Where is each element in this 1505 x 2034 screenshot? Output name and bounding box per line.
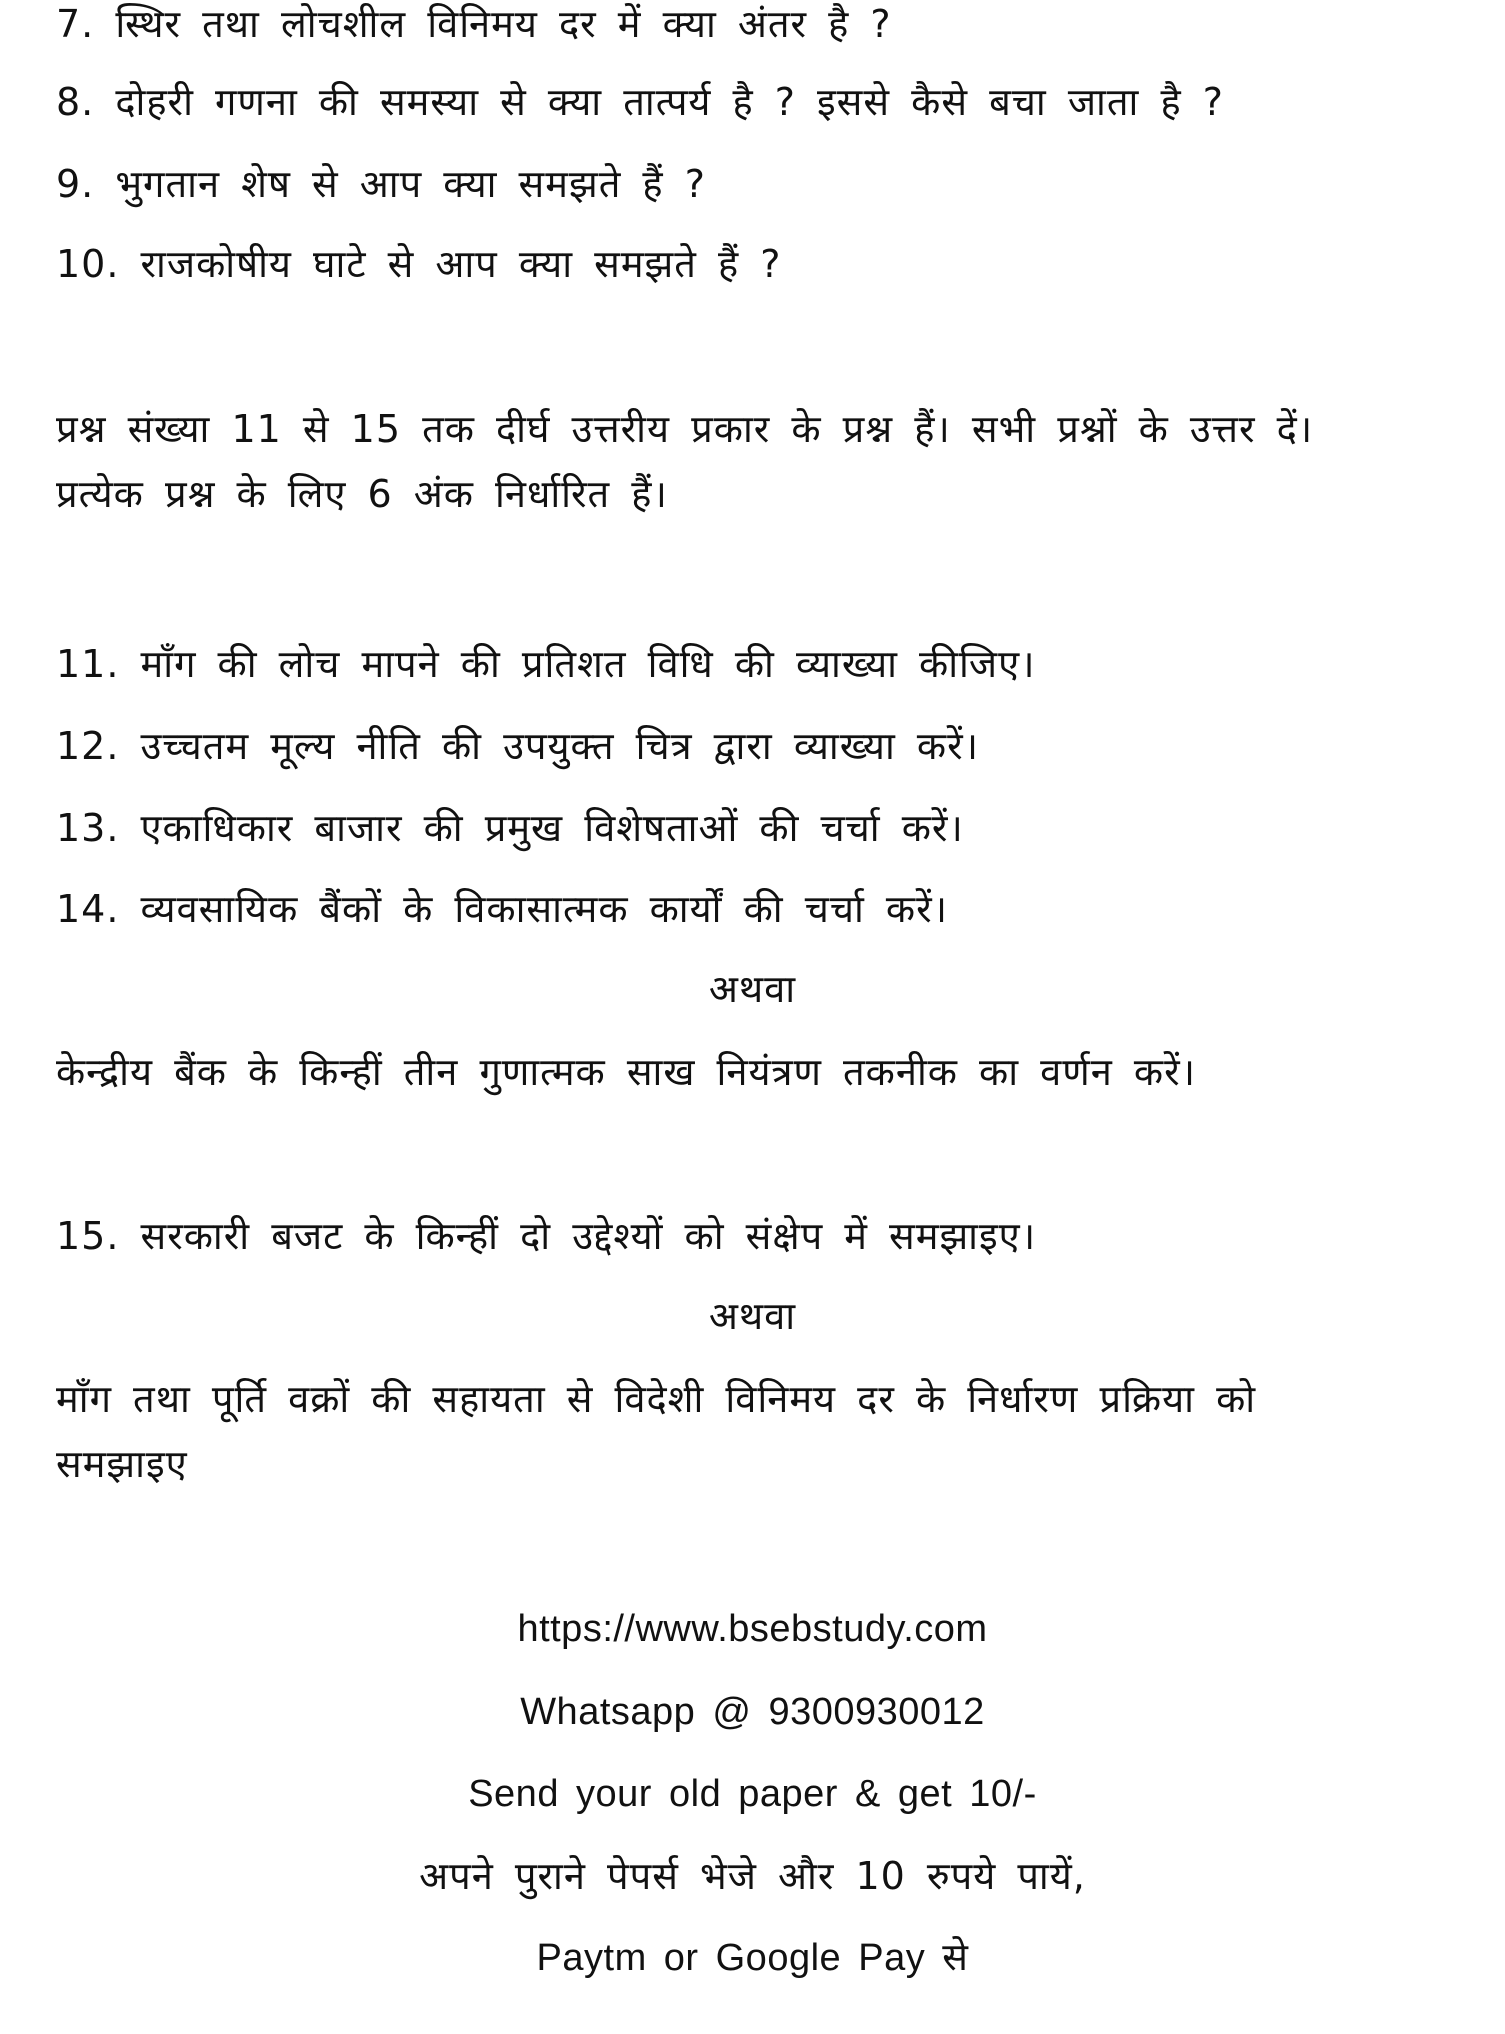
footer-offer: Send your old paper & get 10/- — [468, 1773, 1037, 1815]
question-15-alternative-line-2: समझाइए — [56, 1442, 188, 1486]
footer-offer-hindi: अपने पुराने पेपर्स भेजे और 10 रुपये पायें, — [419, 1854, 1086, 1898]
question-12: 12. उच्चतम मूल्य नीति की उपयुक्त चित्र द्वारा व्याख्या करें। — [56, 724, 980, 768]
footer-payment: Paytm or Google Pay से — [536, 1937, 969, 1979]
question-15: 15. सरकारी बजट के किन्हीं दो उद्देश्यों को संक्षेप में समझाइए। — [56, 1214, 1037, 1258]
question-13: 13. एकाधिकार बाजार की प्रमुख विशेषताओं की चर्चा करें। — [56, 806, 964, 850]
or-label-q14: अथवा — [708, 967, 797, 1011]
section-instruction-line-2: प्रत्येक प्रश्न के लिए 6 अंक निर्धारित हैं। — [56, 472, 668, 516]
question-7: 7. स्थिर तथा लोचशील विनिमय दर में क्या अंतर है ? — [56, 2, 892, 46]
question-11: 11. माँग की लोच मापने की प्रतिशत विधि की व्याख्या कीजिए। — [56, 642, 1036, 686]
footer-whatsapp: Whatsapp @ 9300930012 — [520, 1691, 985, 1733]
question-14-alternative: केन्द्रीय बैंक के किन्हीं तीन गुणात्मक साख नियंत्रण तकनीक का वर्णन करें। — [56, 1050, 1197, 1094]
question-14: 14. व्यवसायिक बैंकों के विकासात्मक कार्यों की चर्चा करें। — [56, 887, 949, 931]
footer-website-link[interactable]: https://www.bsebstudy.com — [517, 1608, 988, 1650]
question-8: 8. दोहरी गणना की समस्या से क्या तात्पर्य है ? इससे कैसे बचा जाता है ? — [56, 80, 1224, 124]
question-15-alternative-line-1: माँग तथा पूर्ति वक्रों की सहायता से विदेशी विनिमय दर के निर्धारण प्रक्रिया को — [56, 1377, 1257, 1421]
question-9: 9. भुगतान शेष से आप क्या समझते हैं ? — [56, 162, 706, 206]
question-10: 10. राजकोषीय घाटे से आप क्या समझते हैं ? — [56, 242, 782, 286]
section-instruction-line-1: प्रश्न संख्या 11 से 15 तक दीर्घ उत्तरीय प्रकार के प्रश्न हैं। सभी प्रश्नों के उत्तर दें। — [56, 407, 1314, 451]
or-label-q15: अथवा — [708, 1294, 797, 1338]
